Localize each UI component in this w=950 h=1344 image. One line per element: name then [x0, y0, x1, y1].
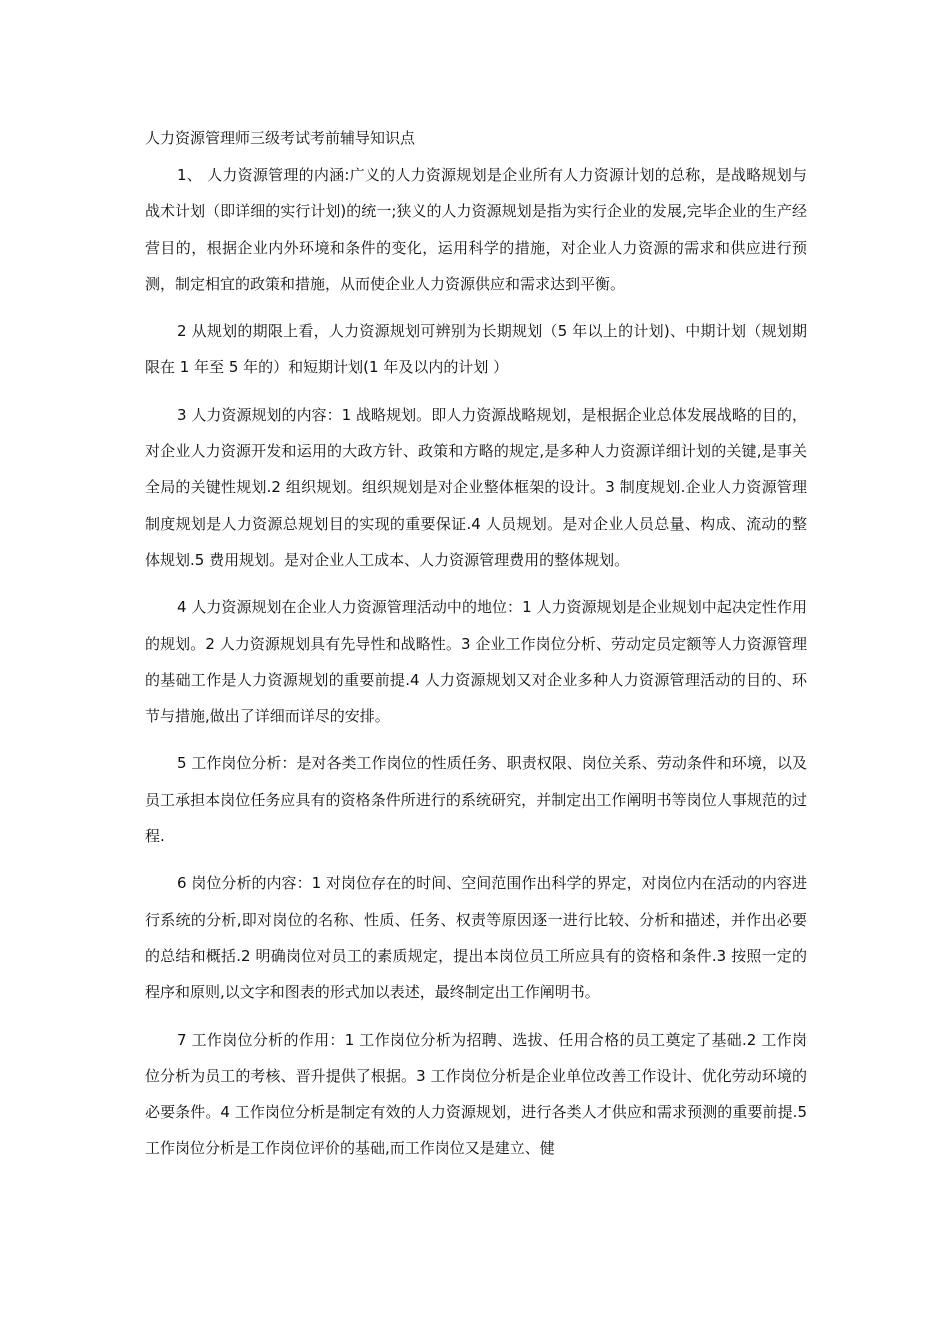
document-title: 人力资源管理师三级考试考前辅导知识点: [145, 129, 416, 147]
paragraph-5: 5 工作岗位分析：是对各类工作岗位的性质任务、职责权限、岗位关系、劳动条件和环境，以及员工承担本岗位任务应具有的资格条件所进行的系统研究，并制定出工作阐明书等岗位人事规范的过程.: [145, 754, 807, 846]
paragraph-4: 4 人力资源规划在企业人力资源管理活动中的地位：1 人力资源规划是企业规划中起决定性作用的规划。2 人力资源规划具有先导性和战略性。3 企业工作岗位分析、劳动定员定额等人力资源管理的基础工作是人力资源规划的重要前提.4 人力资源规划又对企业多种人力资源管理活动的目的、环节与措施,做出了详细而详尽的安排。: [145, 598, 807, 726]
paragraph-6: 6 岗位分析的内容：1 对岗位存在的时间、空间范围作出科学的界定，对岗位内在活动的内容进行系统的分析,即对岗位的名称、性质、任务、权责等原因逐一进行比较、分析和描述，并作出必要的总结和概括.2 明确岗位对员工的素质规定，提出本岗位员工所应具有的资格和条件.3 按照一定的程序和原则,以文字和图表的形式加以表述，最终制定出工作阐明书。: [145, 874, 807, 1002]
paragraph-1: 1、 人力资源管理的内涵:广义的人力资源规划是企业所有人力资源计划的总称，是战略规划与战术计划（即详细的实行计划)的统一;狭义的人力资源规划是指为实行企业的发展,完毕企业的生产经营目的，根据企业内外环境和条件的变化，运用科学的措施，对企业人力资源的需求和供应进行预测，制定相宜的政策和措施，从而使企业人力资源供应和需求达到平衡。: [145, 166, 807, 293]
paragraph-7: 7 工作岗位分析的作用：1 工作岗位分析为招聘、选拔、任用合格的员工奠定了基础.2 工作岗位分析为员工的考核、晋升提供了根据。3 工作岗位分析是企业单位改善工作设计、优化劳动环境的必要条件。4 工作岗位分析是制定有效的人力资源规划，进行各类人才供应和需求预测的重要前提.5 工作岗位分析是工作岗位评价的基础,而工作岗位又是建立、健: [145, 1030, 807, 1158]
paragraph-2: 2 从规划的期限上看，人力资源规划可辨别为长期规划（5 年以上的计划)、中期计划（规划期限在 1 年至 5 年的）和短期计划(1 年及以内的计划 ）: [145, 322, 807, 377]
paragraph-3: 3 人力资源规划的内容：1 战略规划。即人力资源战略规划，是根据企业总体发展战略的目的，对企业人力资源开发和运用的大政方针、政策和方略的规定,是多种人力资源详细计划的关键,是事关全局的关键性规划.2 组织规划。组织规划是对企业整体框架的设计。3 制度规划.企业人力资源管理制度规划是人力资源总规划目的实现的重要保证.4 人员规划。是对企业人员总量、构成、流动的整体规划.5 费用规划。是对企业人工成本、人力资源管理费用的整体规划。: [145, 405, 807, 569]
document-body: [145, 126, 807, 1178]
